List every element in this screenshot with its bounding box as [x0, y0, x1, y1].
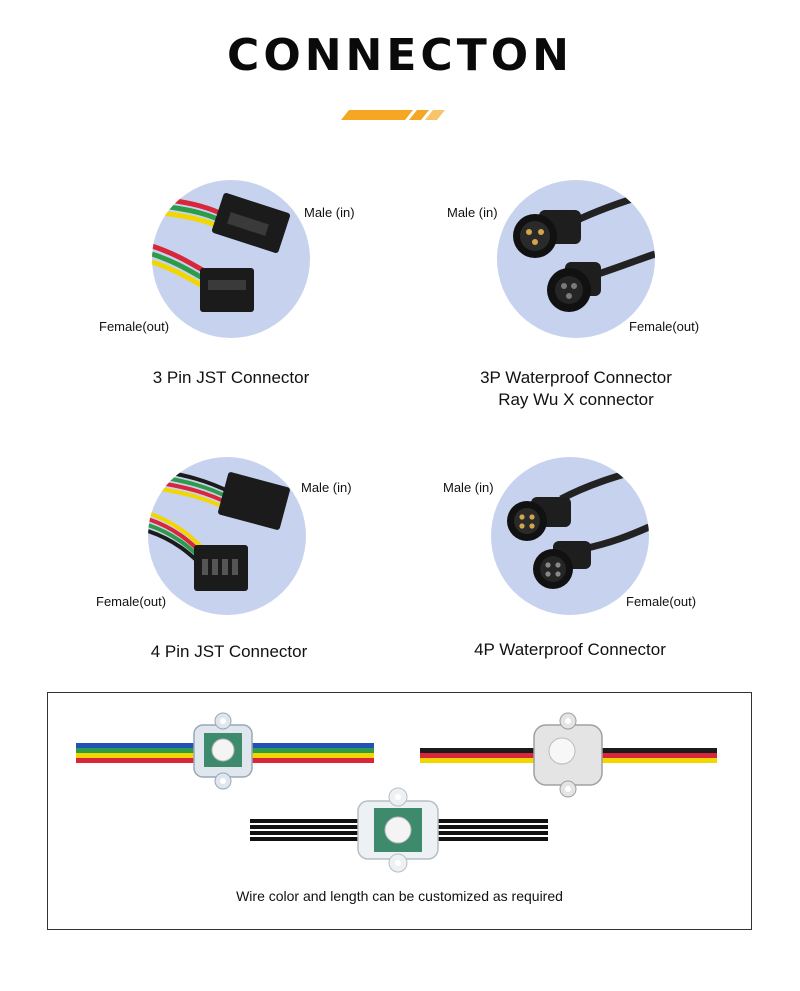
customization-note: Wire color and length can be customized as required	[236, 888, 563, 904]
female-label-3p-waterproof: Female(out)	[629, 319, 700, 334]
title-underline-decoration	[341, 110, 451, 120]
page-title: CONNECTON	[227, 30, 573, 81]
female-label-4p-waterproof: Female(out)	[626, 594, 697, 609]
male-label-4p-waterproof: Male (in)	[443, 480, 494, 495]
caption-4pin-jst: 4 Pin JST Connector	[150, 642, 308, 661]
male-label-3pin-jst: Male (in)	[304, 205, 355, 220]
caption-3p-waterproof-line2: Ray Wu X connector	[498, 390, 654, 409]
pixel-module-black-wire	[250, 788, 548, 872]
caption-3pin-jst: 3 Pin JST Connector	[152, 368, 310, 387]
caption-3p-waterproof-line1: 3P Waterproof Connector	[480, 368, 672, 387]
pixel-module-rgby	[76, 713, 374, 789]
female-label-4pin-jst: Female(out)	[96, 594, 167, 609]
connector-3p-waterproof-image	[497, 180, 655, 338]
pixel-module-3wire	[420, 713, 717, 797]
male-label-4pin-jst: Male (in)	[301, 480, 352, 495]
female-label-3pin-jst: Female(out)	[99, 319, 170, 334]
connector-4p-waterproof-image	[491, 457, 649, 615]
connector-4pin-jst-image	[148, 457, 306, 615]
male-label-3p-waterproof: Male (in)	[447, 205, 498, 220]
caption-4p-waterproof: 4P Waterproof Connector	[474, 640, 666, 659]
connector-3pin-jst-image	[152, 180, 310, 338]
